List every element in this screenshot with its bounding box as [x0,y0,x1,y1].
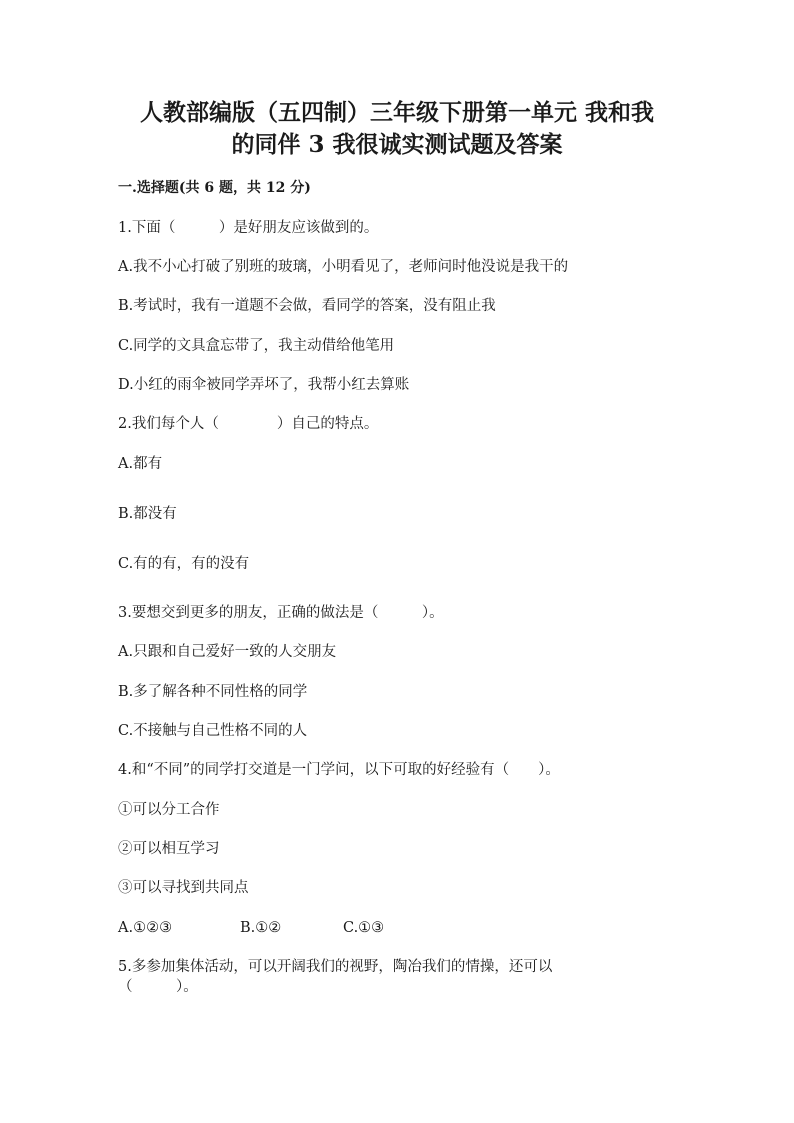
question-1-option-a: A.我不小心打破了别班的玻璃，小明看见了，老师问时他没说是我干的 [118,259,569,275]
question-4-option-b: B.①② [240,920,282,936]
section-heading: 一.选择题(共 6 题，共 12 分) [118,180,311,196]
question-5-stem-line-1: 5.多参加集体活动，可以开阔我们的视野，陶冶我们的情操，还可以 [118,959,553,975]
question-4-option-c: C.①③ [343,920,385,936]
question-3-option-b: B.多了解各种不同性格的同学 [118,684,308,700]
question-4-option-a: A.①②③ [118,920,173,936]
question-2-stem: 2.我们每个人（ ）自己的特点。 [118,416,379,432]
question-4-item-1: ①可以分工合作 [118,802,220,818]
question-1-option-c: C.同学的文具盒忘带了，我主动借给他笔用 [118,338,395,354]
question-2-option-b: B.都没有 [118,506,177,522]
document-title-line-1: 人教部编版（五四制）三年级下册第一单元 我和我 [139,99,654,126]
document-title-line-2: 的同伴 3 我很诚实测试题及答案 [231,131,563,158]
question-4-item-3: ③可以寻找到共同点 [118,880,249,896]
question-5-stem-line-2: （ ）。 [118,979,198,995]
question-3-stem: 3.要想交到更多的朋友，正确的做法是（ ）。 [118,605,444,621]
question-4-item-2: ②可以相互学习 [118,841,220,857]
question-2-option-a: A.都有 [118,456,163,472]
question-3-option-c: C.不接触与自己性格不同的人 [118,723,308,739]
question-1-option-b: B.考试时，我有一道题不会做，看同学的答案，没有阻止我 [118,298,496,314]
question-4-stem: 4.和“不同”的同学打交道是一门学问，以下可取的好经验有（ ）。 [118,762,560,778]
question-1-option-d: D.小红的雨伞被同学弄坏了，我帮小红去算账 [118,377,410,393]
question-2-option-c: C.有的有，有的没有 [118,556,250,572]
question-1-stem: 1.下面（ ）是好朋友应该做到的。 [118,220,379,236]
question-3-option-a: A.只跟和自己爱好一致的人交朋友 [118,644,337,660]
